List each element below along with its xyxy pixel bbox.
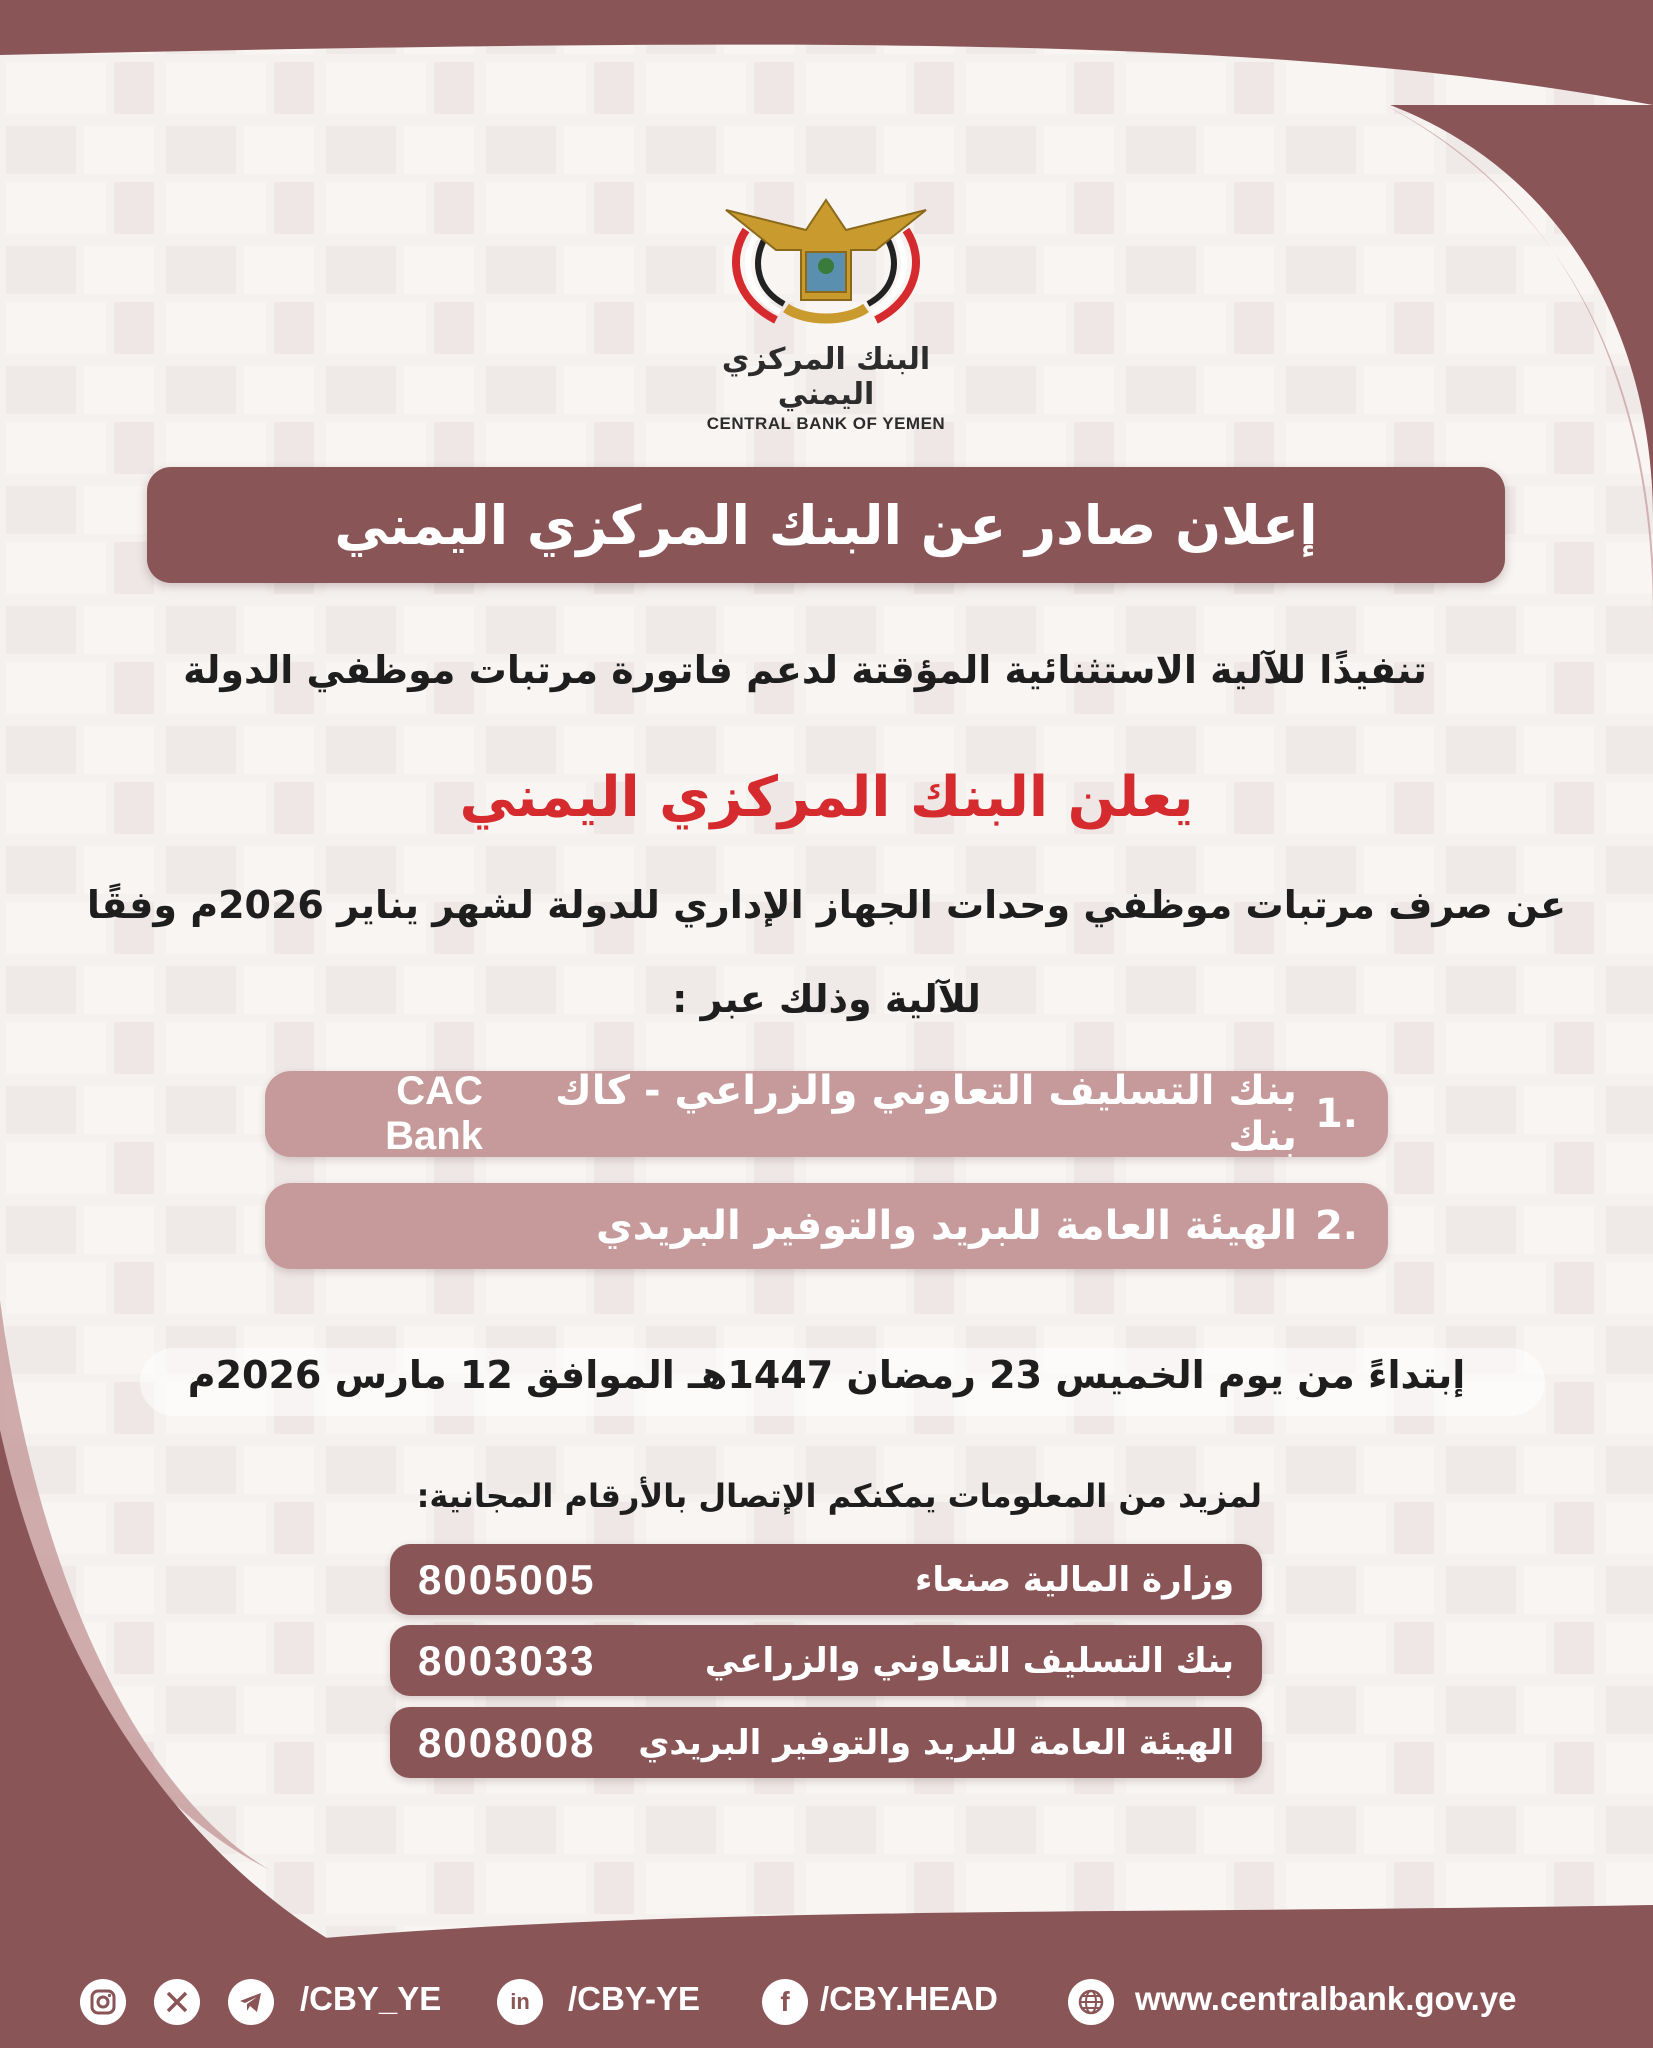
channel-name: الهيئة العامة للبريد والتوفير البريدي <box>596 1203 1297 1249</box>
social-handle-1[interactable]: /CBY_YE <box>300 1980 442 2017</box>
channel-name: بنك التسليف التعاوني والزراعي - كاك بنك <box>555 1068 1297 1160</box>
linkedin-icon[interactable]: in <box>497 1979 543 2025</box>
telegram-icon[interactable] <box>228 1979 274 2025</box>
logo-name-arabic: البنك المركزي اليمني <box>721 342 931 412</box>
announce-text: يعلن البنك المركزي اليمني <box>459 765 1194 830</box>
page-title: إعلان صادر عن البنك المركزي اليمني <box>334 493 1318 557</box>
instagram-icon[interactable] <box>80 1979 126 2025</box>
logo-name-english: CENTRAL BANK OF YEMEN <box>706 414 946 433</box>
hotline-row <box>390 1544 1262 1615</box>
intro-text: تنفيذًا للآلية الاستثنائية المؤقتة لدعم فاتورة مرتبات موظفي الدولة <box>183 648 1427 692</box>
contact-heading: لمزيد من المعلومات يمكنكم الإتصال بالأرقام المجانية: <box>416 1477 1262 1515</box>
hotline-name: وزارة المالية صنعاء <box>915 1559 1234 1600</box>
body-text-line-1: عن صرف مرتبات موظفي وحدات الجهاز الإداري للدولة لشهر يناير 2026م وفقًا <box>86 883 1567 927</box>
hotline-number[interactable]: 8005005 <box>418 1555 596 1603</box>
channel-number: .2 <box>1314 1203 1358 1249</box>
website-link[interactable]: www.centralbank.gov.ye <box>1135 1980 1517 2017</box>
channel-number: .1 <box>1314 1091 1358 1137</box>
yemen-eagle-emblem-icon <box>706 190 946 330</box>
social-handle-2[interactable]: /CBY-YE <box>568 1980 701 2017</box>
social-handle-3[interactable]: /CBY.HEAD <box>820 1980 998 2017</box>
hotline-row <box>390 1707 1262 1778</box>
hotline-row <box>390 1625 1262 1696</box>
hotline-number[interactable]: 8008008 <box>418 1718 596 1766</box>
globe-icon[interactable] <box>1068 1979 1114 2025</box>
channel-item-post <box>265 1183 1388 1269</box>
hotline-name: الهيئة العامة للبريد والتوفير البريدي <box>638 1722 1234 1763</box>
body-text-line-2: للآلية وذلك عبر : <box>672 977 981 1021</box>
channel-item-cac-bank <box>265 1068 1388 1160</box>
facebook-icon[interactable]: f <box>762 1979 808 2025</box>
hotline-name: بنك التسليف التعاوني والزراعي <box>704 1640 1234 1681</box>
start-date-text: إبتداءً من يوم الخميس 23 رمضان 1447هـ الموافق 12 مارس 2026م <box>187 1353 1466 1397</box>
title-banner <box>147 467 1505 583</box>
x-icon[interactable] <box>154 1979 200 2025</box>
channel-name-english: CAC Bank <box>385 1069 483 1158</box>
bank-logo <box>676 190 976 433</box>
hotline-number[interactable]: 8003033 <box>418 1636 596 1684</box>
